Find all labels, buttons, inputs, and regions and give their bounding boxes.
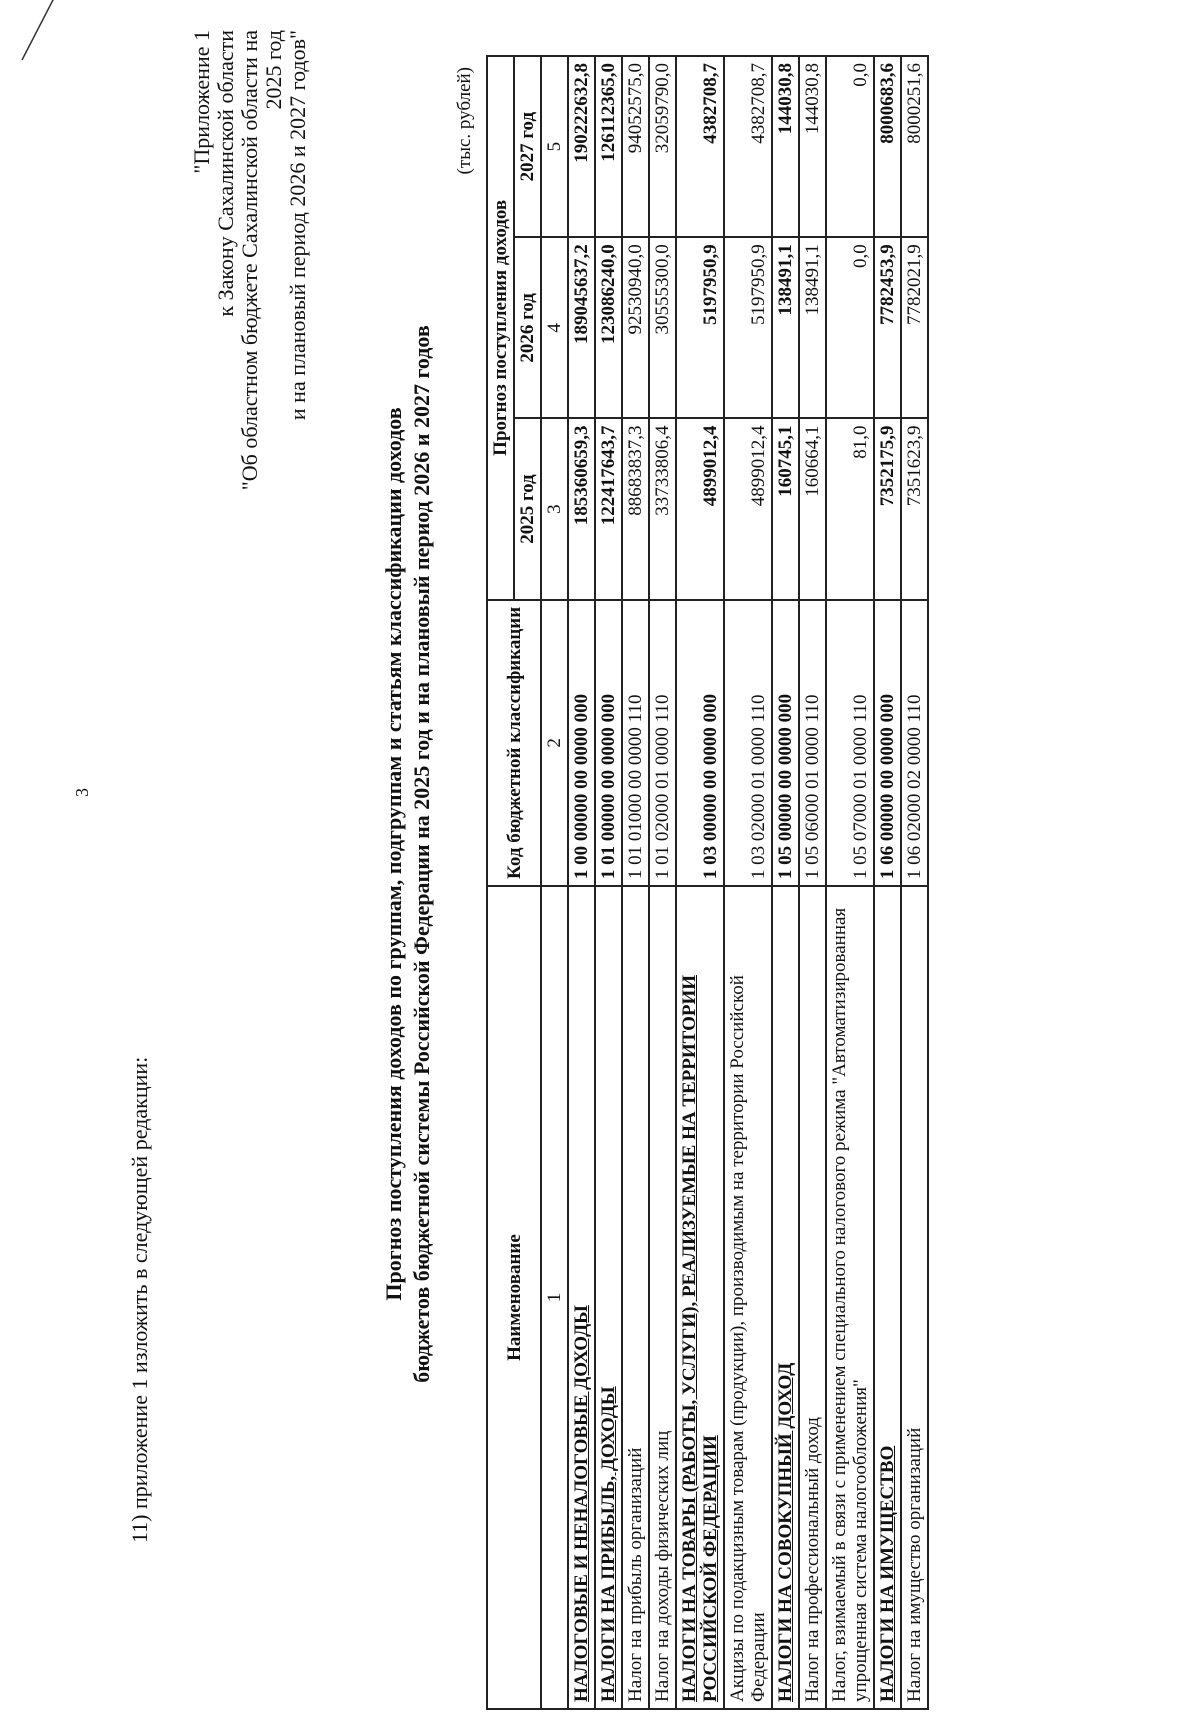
- row-2026-value: 5197950,9: [676, 237, 724, 418]
- row-2025-value: 160664,1: [799, 418, 826, 599]
- row-2026-value: 92530940,0: [622, 237, 649, 418]
- row-2025-value: 4899012,4: [676, 418, 724, 599]
- row-code-cell: 1 06 02000 02 0000 110: [901, 600, 928, 886]
- row-code-cell: 1 05 07000 01 0000 110: [826, 600, 874, 886]
- header-code: Код бюджетной классификации: [487, 600, 541, 886]
- row-name-cell: НАЛОГИ НА ПРИБЫЛЬ, ДОХОДЫ: [595, 886, 622, 1709]
- table-row: [649, 56, 676, 1709]
- appendix-line-3: "Об областном бюджете Сахалинской области на 2025 год: [237, 30, 286, 491]
- report-title-line-2: бюджетов бюджетной системы Российской Федерации на 2025 год и на плановый период 2026 и 2027 годов: [409, 325, 434, 1383]
- row-2026-value: 189045637,2: [568, 237, 595, 418]
- row-2027-value: 94052575,0: [622, 56, 649, 237]
- column-number-row: [541, 56, 568, 1709]
- revenue-table-container: [454, 55, 1106, 1710]
- row-code-cell: 1 01 02000 01 0000 110: [649, 600, 676, 886]
- row-code-cell: 1 03 02000 01 0000 110: [724, 600, 772, 886]
- row-2027-value: 4382708,7: [724, 56, 772, 237]
- row-2027-value: 32059790,0: [649, 56, 676, 237]
- page-number: 3: [72, 788, 92, 797]
- appendix-line-2: к Закону Сахалинской области: [213, 30, 238, 317]
- appendix-header: [190, 30, 310, 530]
- row-2026-value: 138491,1: [772, 237, 799, 418]
- table-row: [826, 56, 874, 1709]
- table-row: [772, 56, 799, 1709]
- appendix-line-4: и на плановый период 2026 и 2027 годов": [285, 30, 310, 421]
- row-code-cell: 1 01 01000 00 0000 110: [622, 600, 649, 886]
- table-row: [622, 56, 649, 1709]
- header-year-2025: 2025 год: [514, 418, 541, 599]
- row-2027-value: 8000251,6: [901, 56, 928, 237]
- table-row: [724, 56, 772, 1709]
- row-name-cell: НАЛОГИ НА ТОВАРЫ (РАБОТЫ, УСЛУГИ), РЕАЛИЗУЕМЫЕ НА ТЕРРИТОРИИ РОССИЙСКОЙ ФЕДЕРАЦИИ: [676, 886, 724, 1709]
- row-name-cell: Налог на доходы физических лиц: [649, 886, 676, 1709]
- row-name-cell: НАЛОГИ НА СОВОКУПНЫЙ ДОХОД: [772, 886, 799, 1709]
- table-row: [901, 56, 928, 1709]
- col-number-4: 4: [541, 237, 568, 418]
- row-2027-value: 144030,8: [799, 56, 826, 237]
- row-name-cell: Налог на профессиональный доход: [799, 886, 826, 1709]
- row-2025-value: 81,0: [826, 418, 874, 599]
- row-2027-value: 8000683,6: [874, 56, 901, 237]
- row-code-cell: 1 06 00000 00 0000 000: [874, 600, 901, 886]
- row-name-cell: Налог на прибыль организаций: [622, 886, 649, 1709]
- row-name-cell: Налог, взимаемый в связи с применением специального налогового режима "Автоматизированная упрощенная система налогообложения": [826, 886, 874, 1709]
- row-2026-value: 7782453,9: [874, 237, 901, 418]
- col-number-5: 5: [541, 56, 568, 237]
- row-2027-value: 190222632,8: [568, 56, 595, 237]
- table-body: [568, 56, 928, 1709]
- col-number-1: 1: [541, 886, 568, 1709]
- row-2027-value: 144030,8: [772, 56, 799, 237]
- row-2027-value: 0,0: [826, 56, 874, 237]
- row-name-cell: Акцизы по подакцизным товарам (продукции), производимым на территории Российской Федерации: [724, 886, 772, 1709]
- row-2027-value: 126112365,0: [595, 56, 622, 237]
- table-row: [874, 56, 901, 1709]
- revenue-table: [486, 55, 929, 1710]
- row-2025-value: 4899012,4: [724, 418, 772, 599]
- table-row: [568, 56, 595, 1709]
- row-name-cell: НАЛОГОВЫЕ И НЕНАЛОГОВЫЕ ДОХОДЫ: [568, 886, 595, 1709]
- row-code-cell: 1 01 00000 00 0000 000: [595, 600, 622, 886]
- row-2025-value: 7352175,9: [874, 418, 901, 599]
- row-2027-value: 4382708,7: [676, 56, 724, 237]
- row-2025-value: 160745,1: [772, 418, 799, 599]
- table-header-row: [487, 56, 514, 1709]
- header-forecast: Прогноз поступления доходов: [487, 56, 514, 600]
- row-name-cell: Налог на имущество организаций: [901, 886, 928, 1709]
- row-code-cell: 1 03 00000 00 0000 000: [676, 600, 724, 886]
- row-2025-value: 122417643,7: [595, 418, 622, 599]
- report-title: [380, 194, 436, 1514]
- row-2025-value: 185360659,3: [568, 418, 595, 599]
- row-name-cell: НАЛОГИ НА ИМУЩЕСТВО: [874, 886, 901, 1709]
- row-2025-value: 33733806,4: [649, 418, 676, 599]
- row-2026-value: 123086240,0: [595, 237, 622, 418]
- table-row: [595, 56, 622, 1709]
- col-number-2: 2: [541, 600, 568, 886]
- header-year-2027: 2027 год: [514, 56, 541, 237]
- row-2026-value: 138491,1: [799, 237, 826, 418]
- units-label: (тыс. рублей): [454, 67, 475, 175]
- row-2026-value: 7782021,9: [901, 237, 928, 418]
- row-2025-value: 88683837,3: [622, 418, 649, 599]
- header-name: Наименование: [487, 886, 541, 1709]
- row-code-cell: 1 05 00000 00 0000 000: [772, 600, 799, 886]
- header-year-2026: 2026 год: [514, 237, 541, 418]
- table-row: [799, 56, 826, 1709]
- row-code-cell: 1 05 06000 01 0000 110: [799, 600, 826, 886]
- row-2026-value: 5197950,9: [724, 237, 772, 418]
- row-2025-value: 7351623,9: [901, 418, 928, 599]
- col-number-3: 3: [541, 418, 568, 599]
- row-2026-value: 30555300,0: [649, 237, 676, 418]
- appendix-line-1: "Приложение 1: [189, 30, 214, 174]
- report-title-line-1: Прогноз поступления доходов по группам, подгруппам и статьям классификации доходов: [381, 407, 406, 1301]
- intro-text: 11) приложение 1 изложить в следующей редакции:: [127, 1056, 152, 1543]
- row-code-cell: 1 00 00000 00 0000 000: [568, 600, 595, 886]
- row-2026-value: 0,0: [826, 237, 874, 418]
- table-row: [676, 56, 724, 1709]
- scan-stroke-mark: [18, 0, 56, 64]
